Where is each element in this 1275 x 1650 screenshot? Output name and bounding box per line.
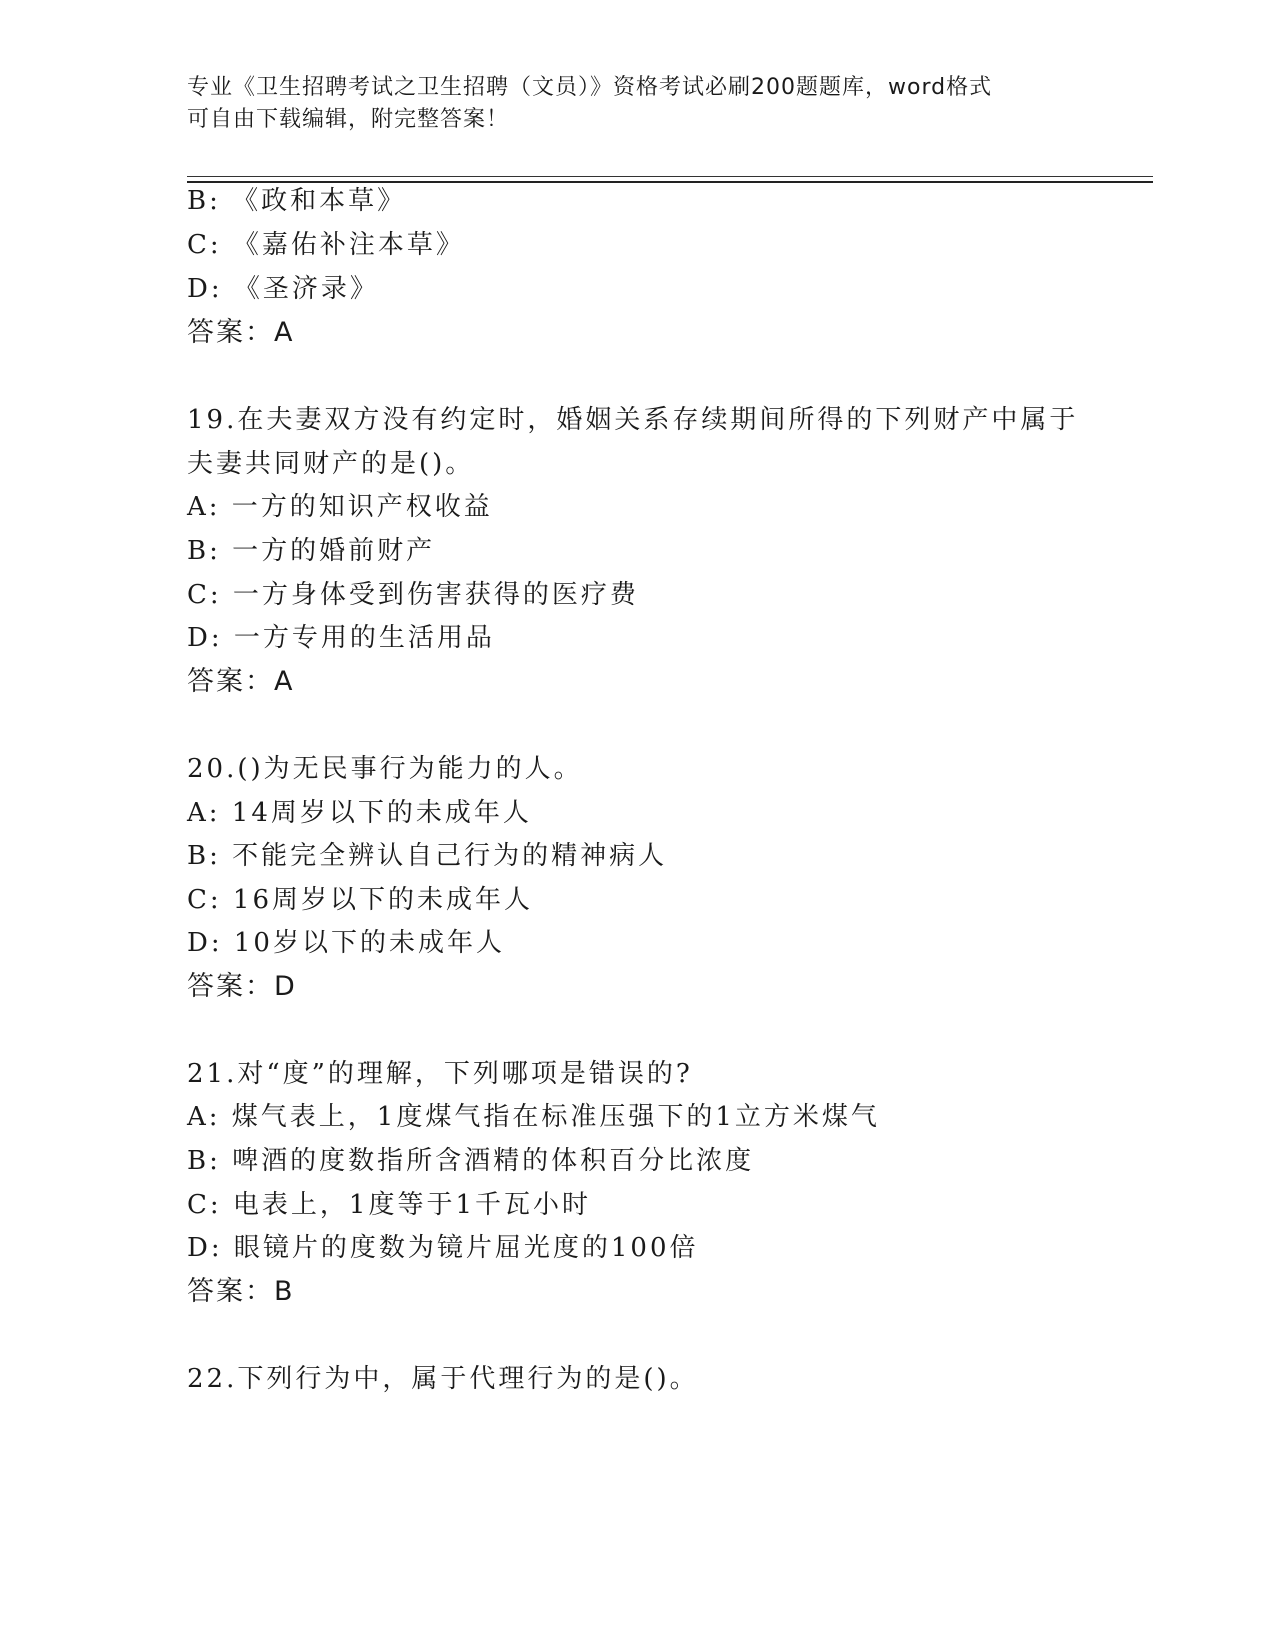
q20-option-b: B: 不能完全辨认自己行为的精神病人 (187, 841, 668, 871)
q19-option-b: B: 一方的婚前财产 (187, 536, 436, 566)
q20-stem: 20.()为无民事行为能力的人。 (187, 754, 583, 784)
q19-answer: 答案：A (187, 666, 295, 697)
q21-option-b: B: 啤酒的度数指所含酒精的体积百分比浓度 (187, 1146, 755, 1176)
q21-option-a: A: 煤气表上，1度煤气指在标准压强下的1立方米煤气 (187, 1102, 880, 1132)
q22-stem: 22.下列行为中，属于代理行为的是()。 (187, 1364, 699, 1394)
q19-stem-line-2: 夫妻共同财产的是()。 (187, 449, 475, 479)
q19-option-d: D: 一方专用的生活用品 (187, 623, 495, 653)
q20-option-d: D: 10岁以下的未成年人 (187, 928, 505, 958)
q18-answer: 答案：A (187, 317, 295, 348)
q21-option-c: C: 电表上，1度等于1千瓦小时 (187, 1190, 592, 1220)
header-divider-thin (187, 176, 1153, 177)
document-header (187, 72, 1087, 136)
q21-stem: 21.对“度”的理解，下列哪项是错误的? (187, 1059, 693, 1089)
header-divider-thick (187, 181, 1153, 183)
q21-option-d: D: 眼镜片的度数为镜片屈光度的100倍 (187, 1233, 699, 1263)
q18-option-c: C: 《嘉佑补注本草》 (187, 230, 465, 260)
q18-option-d: D: 《圣济录》 (187, 274, 379, 304)
q19-option-a: A: 一方的知识产权收益 (187, 492, 493, 522)
q18-option-b: B: 《政和本草》 (187, 186, 407, 216)
q19-option-c: C: 一方身体受到伤害获得的医疗费 (187, 580, 639, 610)
q19-stem-line-1: 19.在夫妻双方没有约定时，婚姻关系存续期间所得的下列财产中属于 (187, 405, 1079, 435)
q20-option-c: C: 16周岁以下的未成年人 (187, 885, 534, 915)
q21-answer: 答案：B (187, 1276, 295, 1307)
q20-option-a: A: 14周岁以下的未成年人 (187, 798, 532, 828)
header-line-1: 专业《卫生招聘考试之卫生招聘（文员）》资格考试必刷200题题库，word格式 (187, 75, 993, 100)
header-line-2: 可自由下载编辑，附完整答案！ (187, 107, 510, 132)
q20-answer: 答案：D (187, 971, 297, 1002)
